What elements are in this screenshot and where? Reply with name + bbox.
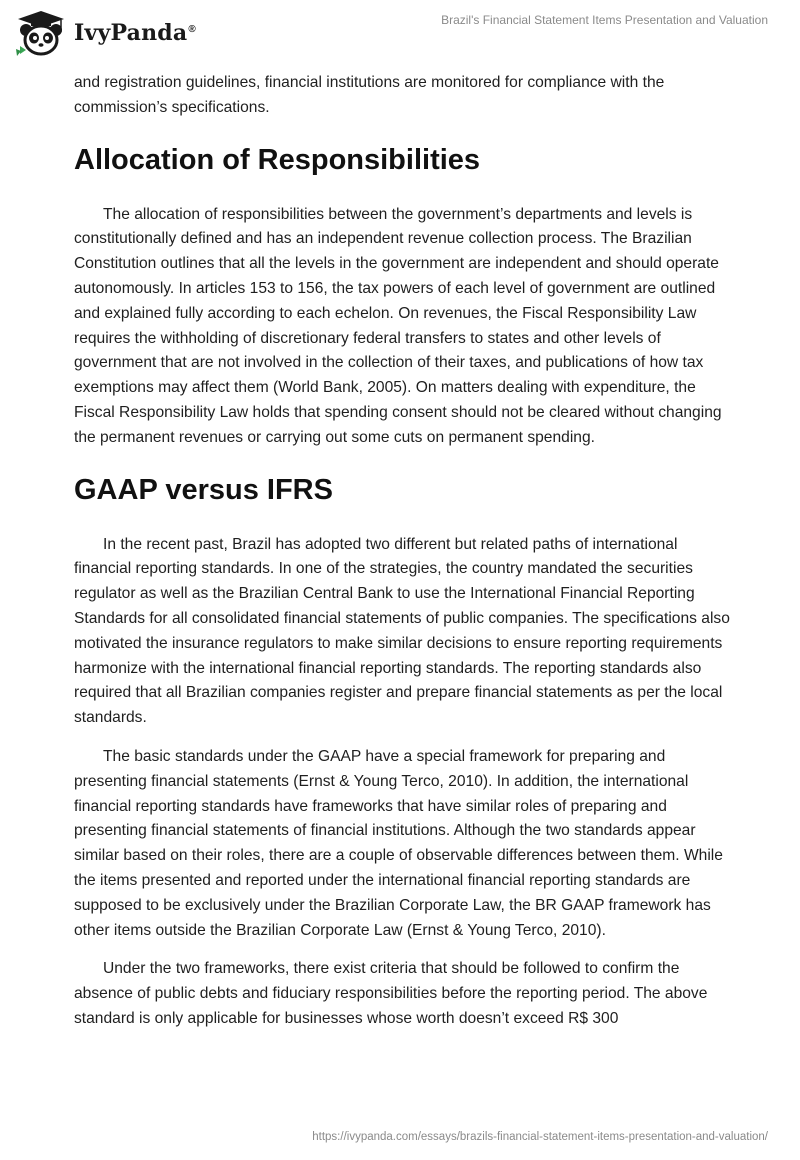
gaap-paragraph-3: Under the two frameworks, there exist criteria that should be followed to confirm the absence of public debts and fiduciary responsibilities before the reporting period. The above standard is only applicable for businesses whose worth doesn’t exceed R$ 300 <box>74 960 708 1027</box>
registered-mark: ® <box>188 23 196 35</box>
section-heading-allocation: Allocation of Responsibilities <box>74 143 481 176</box>
panda-graduate-icon <box>14 8 68 58</box>
brand-name: IvyPanda® <box>74 20 196 46</box>
essay-content <box>74 71 734 1046</box>
document-title: Brazil's Financial Statement Items Presentation and Valuation <box>441 13 768 27</box>
gaap-paragraph-2: The basic standards under the GAAP have a special framework for preparing and presenting financial statements (Ernst & Young Terco, 2010). In addition, the international financial reporting standards have frameworks that have similar roles of preparing and presenting financial statements of financial institutions. Although the two standards appear similar based on their roles, there are a couple of observable differences between them. While the items presented and reported under the international financial reporting standards are supposed to be exclusively under the Brazilian Corporate Law, the BR GAAP framework has other items outside the Brazilian Corporate Law (Ernst & Young Terco, 2010). <box>74 747 723 939</box>
page-header <box>0 0 800 70</box>
brand-logo[interactable] <box>14 8 196 58</box>
section-heading-gaap: GAAP versus IFRS <box>74 473 333 506</box>
gaap-paragraph-1: In the recent past, Brazil has adopted two different but related paths of international financial reporting standards. In one of the strategies, the country mandated the securities regulator as well as the Brazilian Central Bank to use the International Financial Reporting Standards for all consolidated financial statements of public companies. The specifications also motivated the insurance regulators to make similar decisions to ensure reporting requirements harmonize with the international financial reporting standards. The reporting standards also required that all Brazilian companies register and prepare financial statements as per the local standards. <box>74 535 730 727</box>
allocation-paragraph: The allocation of responsibilities between the government’s departments and levels is constitutionally defined and has an independent revenue collection process. The Brazilian Constitution outlines that all the levels in the government are independent and should operate autonomously. In articles 153 to 156, the tax powers of each level of government are outlined and explained fully according to each echelon. On revenues, the Fiscal Responsibility Law requires the withholding of discretionary federal transfers to states and other levels of government that are not involved in the collection of their taxes, and publications of how tax exemptions may affect them (World Bank, 2005). On matters dealing with expenditure, the Fiscal Responsibility Law holds that spending consent should not be cleared without changing the permanent revenues or carrying out some cuts on permanent spending. <box>74 205 722 446</box>
intro-paragraph: and registration guidelines, financial institutions are monitored for compliance with the commission’s specifications. <box>74 74 665 116</box>
source-url[interactable]: https://ivypanda.com/essays/brazils-financial-statement-items-presentation-and-valuation/ <box>312 1131 768 1143</box>
